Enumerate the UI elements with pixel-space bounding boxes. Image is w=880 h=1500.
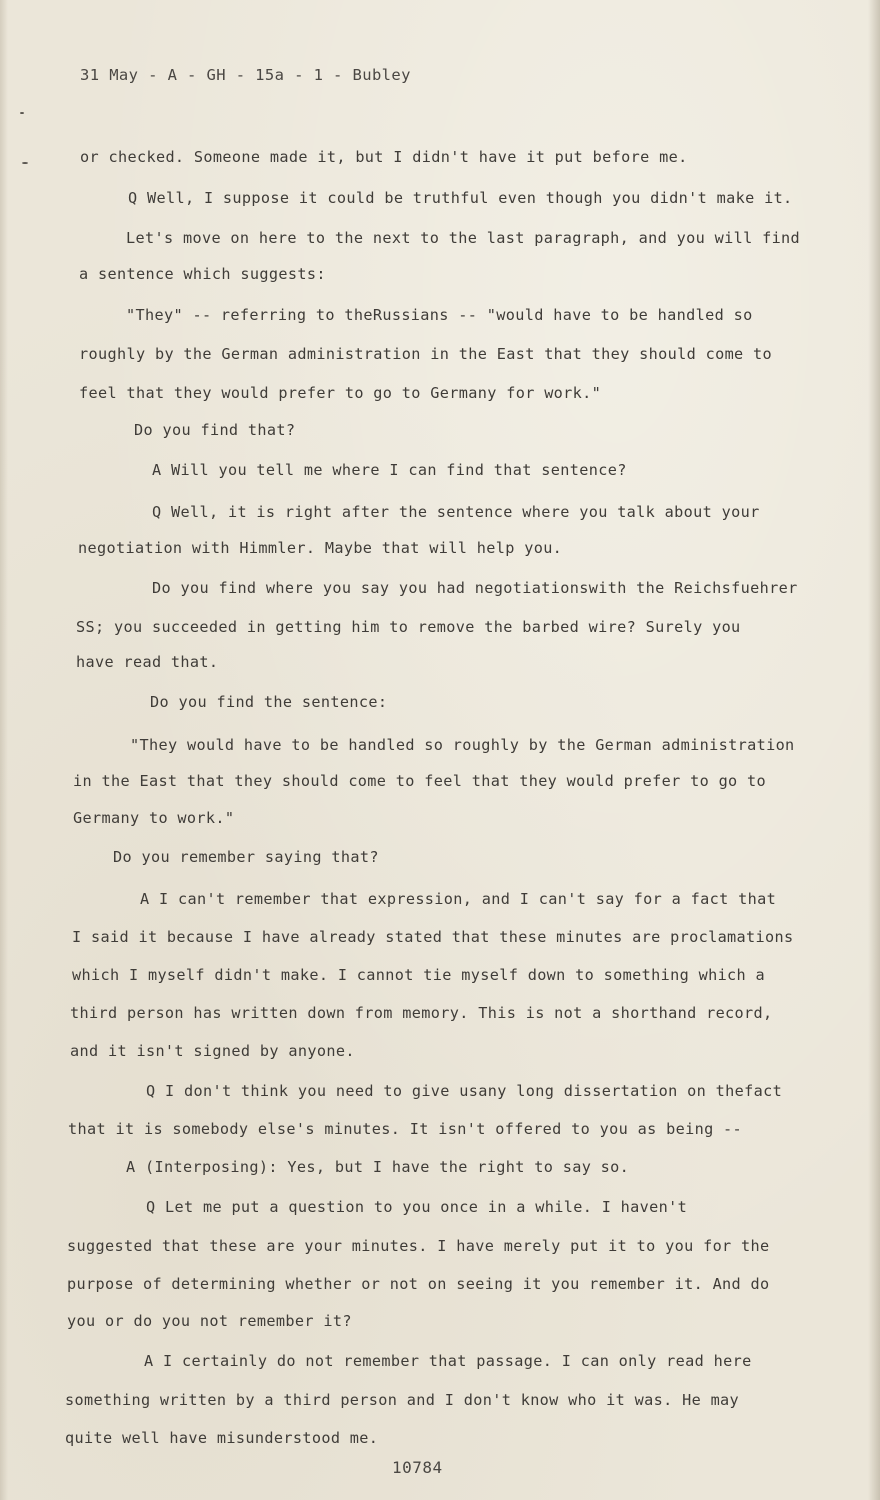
text-line: quite well have misunderstood me.	[65, 1429, 379, 1447]
margin-mark	[22, 162, 28, 164]
page-number: 10784	[392, 1458, 443, 1477]
text-line: A I certainly do not remember that passage. I can only read here	[144, 1352, 752, 1370]
text-line: Do you find that?	[134, 421, 296, 439]
text-line: "They" -- referring to theRussians -- "would have to be handled so	[126, 306, 753, 324]
text-line: A (Interposing): Yes, but I have the right to say so.	[126, 1158, 630, 1176]
text-line: negotiation with Himmler. Maybe that will help you.	[78, 539, 563, 557]
page-header: 31 May - A - GH - 15a - 1 - Bubley	[80, 66, 411, 84]
text-line: you or do you not remember it?	[67, 1312, 352, 1330]
text-line: A I can't remember that expression, and I can't say for a fact that	[140, 890, 777, 908]
text-line: Q Well, I suppose it could be truthful even though you didn't make it.	[128, 189, 793, 207]
page-edge-right	[868, 0, 880, 1500]
text-line: in the East that they should come to feel that they would prefer to go to	[73, 772, 767, 790]
text-line: Germany to work."	[73, 809, 235, 827]
text-line: feel that they would prefer to go to Germany for work."	[79, 384, 602, 402]
text-line: Do you find the sentence:	[150, 693, 388, 711]
text-line: purpose of determining whether or not on seeing it you remember it. And do	[67, 1275, 770, 1293]
text-line: something written by a third person and I don't know who it was. He may	[65, 1391, 740, 1409]
text-line: I said it because I have already stated that these minutes are proclamations	[72, 928, 794, 946]
text-line: A Will you tell me where I can find that sentence?	[152, 461, 627, 479]
text-line: "They would have to be handled so roughly by the German administration	[130, 736, 795, 754]
text-line: which I myself didn't make. I cannot tie myself down to something which a	[72, 966, 766, 984]
text-line: Q Let me put a question to you once in a while. I haven't	[146, 1198, 688, 1216]
text-line: suggested that these are your minutes. I have merely put it to you for the	[67, 1237, 770, 1255]
text-line: third person has written down from memory. This is not a shorthand record,	[70, 1004, 773, 1022]
text-line: Q Well, it is right after the sentence where you talk about your	[152, 503, 760, 521]
text-line: Do you remember saying that?	[113, 848, 379, 866]
text-line: Do you find where you say you had negotiationswith the Reichsfuehrer	[152, 579, 798, 597]
text-line: and it isn't signed by anyone.	[70, 1042, 355, 1060]
text-line: that it is somebody else's minutes. It isn't offered to you as being --	[68, 1120, 743, 1138]
text-line: have read that.	[76, 653, 219, 671]
text-line: or checked. Someone made it, but I didn't have it put before me.	[80, 148, 688, 166]
text-line: Q I don't think you need to give usany long dissertation on thefact	[146, 1082, 783, 1100]
text-line: a sentence which suggests:	[79, 265, 326, 283]
text-line: roughly by the German administration in the East that they should come to	[79, 345, 773, 363]
margin-mark	[20, 112, 24, 114]
text-line: SS; you succeeded in getting him to remove the barbed wire? Surely you	[76, 618, 741, 636]
text-line: Let's move on here to the next to the last paragraph, and you will find	[126, 229, 801, 247]
page-edge-left	[0, 0, 8, 1500]
